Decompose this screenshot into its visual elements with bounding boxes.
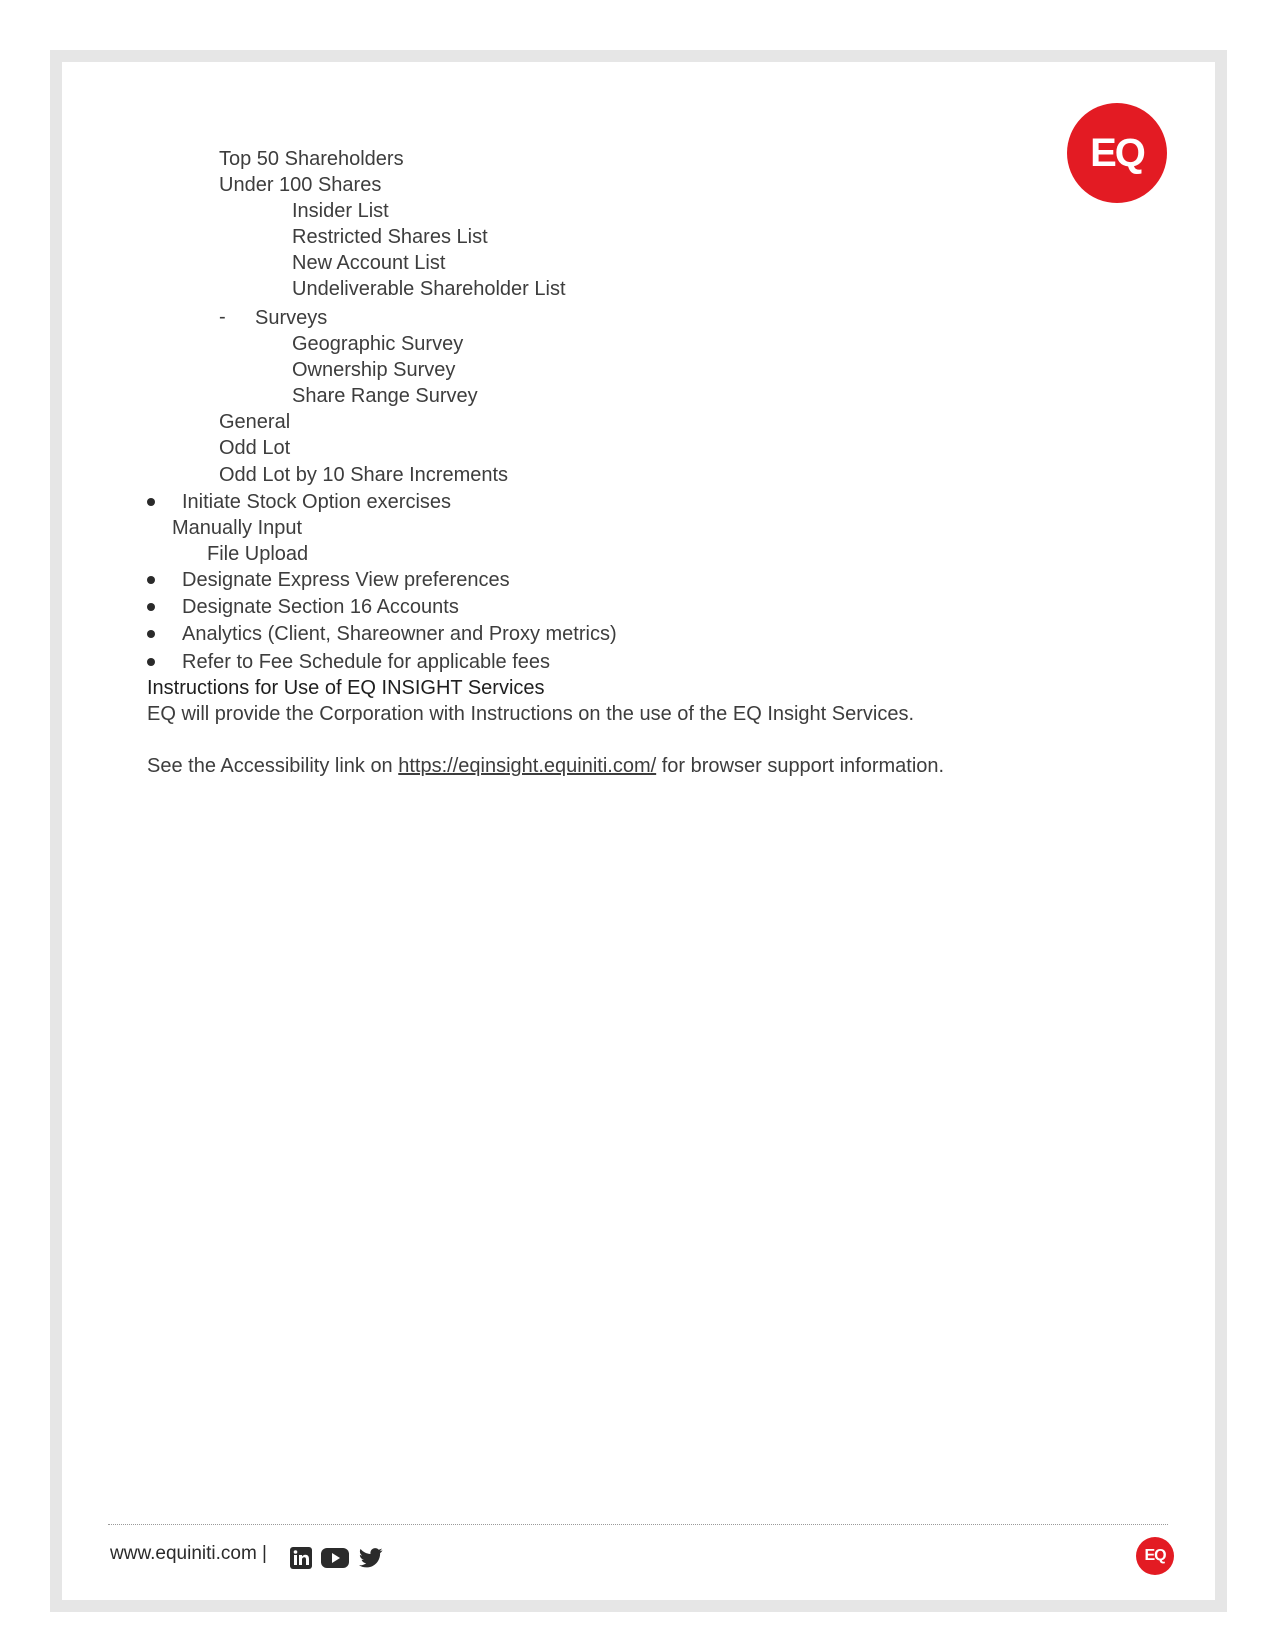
list-item-insider: Insider List — [292, 200, 389, 222]
list-item-file-upload: File Upload — [207, 543, 309, 565]
accessibility-prefix: See the Accessibility link on — [147, 755, 399, 777]
list-item-stock-option: Initiate Stock Option exercises — [182, 491, 452, 513]
list-item-manually-input: Manually Input — [172, 517, 303, 539]
footer-divider — [108, 1524, 1168, 1525]
accessibility-suffix: for browser support information. — [656, 755, 945, 777]
list-item-general: General — [219, 411, 291, 433]
list-item-geographic: Geographic Survey — [292, 333, 464, 355]
footer-website[interactable]: www.equiniti.com | — [110, 1543, 267, 1564]
bullet-icon — [147, 576, 155, 584]
dash-marker: - — [219, 306, 226, 328]
instructions-body: EQ will provide the Corporation with Instructions on the use of the EQ Insight Services. — [147, 703, 915, 725]
instructions-heading: Instructions for Use of EQ INSIGHT Services — [147, 677, 545, 699]
twitter-icon[interactable] — [359, 1548, 383, 1568]
list-item-top50: Top 50 Shareholders — [219, 148, 404, 170]
accessibility-paragraph — [147, 754, 944, 778]
footer-eq-logo-text: EQ — [1144, 1547, 1166, 1564]
list-item-odd-lot-10: Odd Lot by 10 Share Increments — [219, 464, 509, 486]
list-item-restricted: Restricted Shares List — [292, 226, 488, 248]
page-frame — [50, 50, 1227, 1612]
list-item-ownership: Ownership Survey — [292, 359, 456, 381]
list-item-surveys: Surveys — [255, 307, 328, 329]
bullet-icon — [147, 603, 155, 611]
youtube-icon[interactable] — [321, 1548, 349, 1568]
list-item-undeliverable: Undeliverable Shareholder List — [292, 278, 566, 300]
eq-logo-text: EQ — [1090, 130, 1144, 175]
footer-eq-logo — [1136, 1537, 1174, 1575]
list-item-odd-lot: Odd Lot — [219, 437, 291, 459]
list-item-express-view: Designate Express View preferences — [182, 569, 510, 591]
bullet-icon — [147, 630, 155, 638]
accessibility-link[interactable]: https://eqinsight.equiniti.com/ — [398, 755, 657, 777]
list-item-fee-schedule: Refer to Fee Schedule for applicable fees — [182, 651, 550, 673]
list-item-analytics: Analytics (Client, Shareowner and Proxy metrics) — [182, 623, 617, 645]
list-item-share-range: Share Range Survey — [292, 385, 478, 407]
eq-logo — [1067, 103, 1167, 203]
list-item-under100: Under 100 Shares — [219, 174, 382, 196]
list-item-section16: Designate Section 16 Accounts — [182, 596, 459, 618]
list-item-new-account: New Account List — [292, 252, 446, 274]
bullet-icon — [147, 658, 155, 666]
linkedin-icon[interactable] — [290, 1547, 312, 1569]
bullet-icon — [147, 498, 155, 506]
